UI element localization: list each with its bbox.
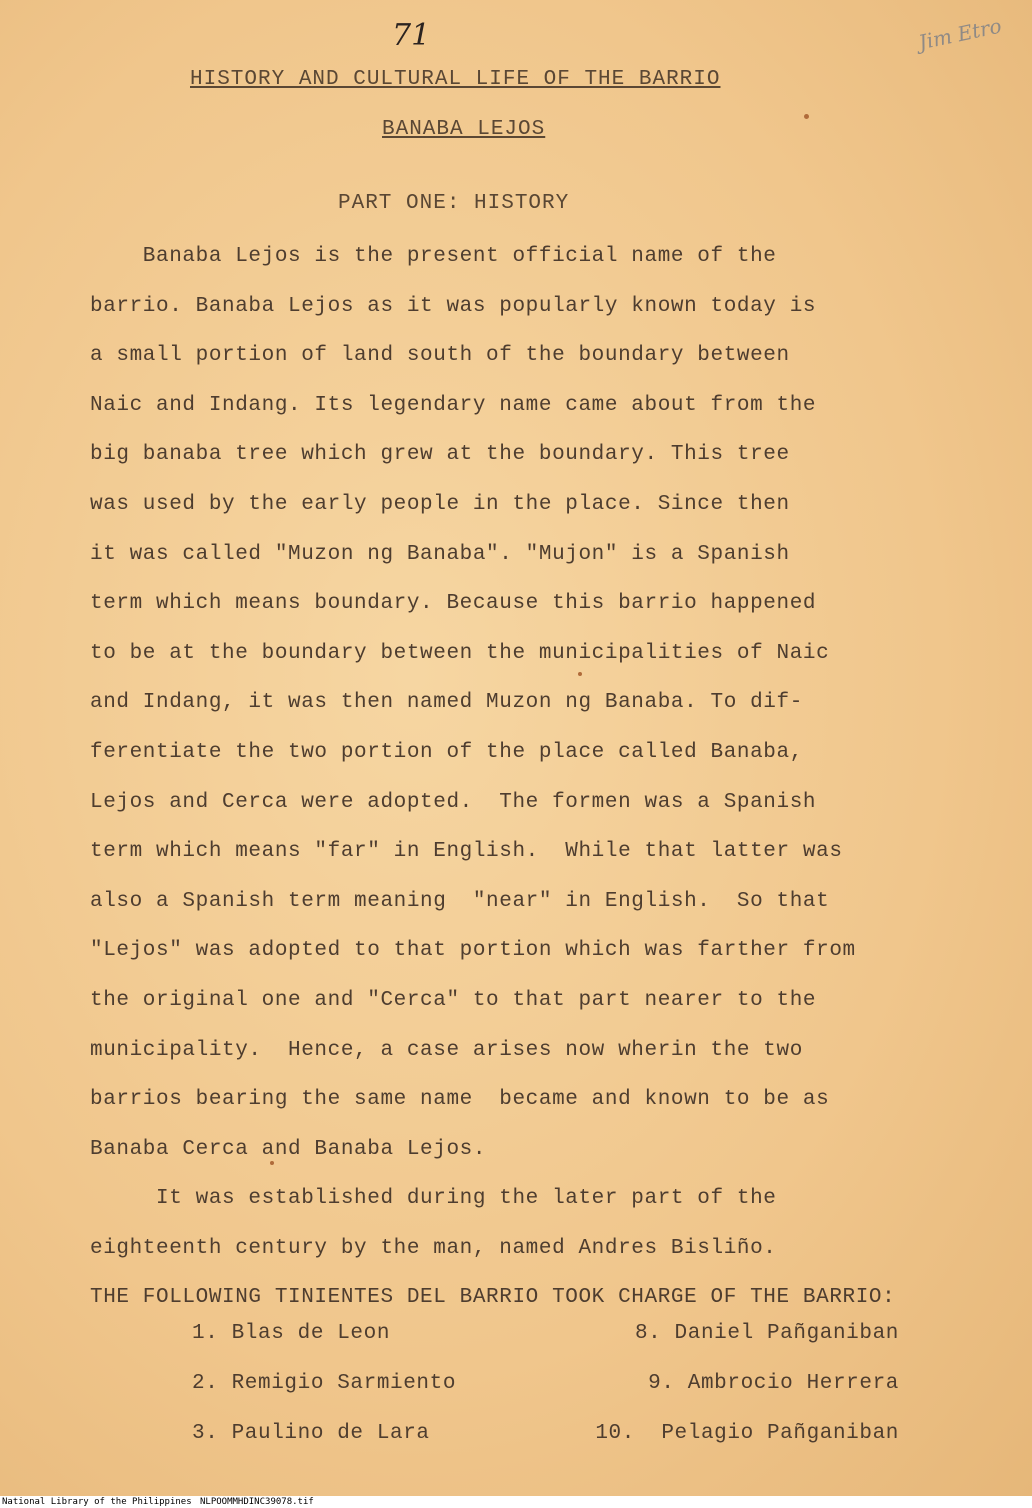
text-line: ferentiate the two portion of the place called Banaba, [90,740,803,764]
text-line: also a Spanish term meaning "near" in English. So that [90,889,830,913]
text-line: the original one and "Cerca" to that part nearer to the [90,988,817,1012]
handwritten-note: Jim Etro [916,13,1004,55]
part-heading: PART ONE: HISTORY [338,192,570,215]
text-line: was used by the early people in the place. Since then [90,492,790,516]
text-line: term which means boundary. Because this barrio happened [90,592,817,616]
document-title: HISTORY AND CULTURAL LIFE OF THE BARRIO [190,68,721,91]
text-line: and Indang, it was then named Muzon ng Banaba. To dif- [90,691,803,715]
text-line: Lejos and Cerca were adopted. The formen was a Spanish [90,790,817,814]
list-item: 10. Pelagio Pañganiban [595,1422,899,1445]
ink-speck [804,114,809,119]
ink-speck [270,1161,274,1165]
text-line: Banaba Cerca and Banaba Lejos. [90,1137,487,1161]
text-line: term which means "far" in English. While that latter was [90,840,843,864]
ink-speck [578,672,582,676]
tinientes-right-column [576,1322,899,1472]
list-heading: THE FOLLOWING TINIENTES DEL BARRIO TOOK CHARGE OF THE BARRIO: [90,1286,896,1310]
list-item: 9. Ambrocio Herrera [648,1372,899,1395]
text-line: Naic and Indang. Its legendary name came about from the [90,393,817,417]
text-line: municipality. Hence, a case arises now wherin the two [90,1038,803,1062]
text-line: It was established during the later part of the [90,1187,777,1211]
text-line: barrios bearing the same name became and known to be as [90,1088,830,1112]
footer-library: National Library of the Philippines [2,1497,192,1507]
list-item: 3. Paulino de Lara [192,1422,430,1445]
text-line: barrio. Banaba Lejos as it was popularly known today is [90,294,817,318]
text-line: a small portion of land south of the boundary between [90,344,790,368]
history-text [90,232,970,1323]
list-item: 2. Remigio Sarmiento [192,1372,457,1395]
text-line: to be at the boundary between the municipalities of Naic [90,641,830,665]
text-line: it was called "Muzon ng Banaba". "Mujon" is a Spanish [90,542,790,566]
text-line: Banaba Lejos is the present official name of the [90,245,777,268]
text-line: eighteenth century by the man, named Andres Bisliño. [90,1236,777,1260]
page-number: 71 [392,18,431,53]
text-line: big banaba tree which grew at the boundary. This tree [90,443,790,467]
scan-footer [0,1496,1032,1508]
list-item: 8. Daniel Pañganiban [634,1322,899,1345]
list-item: 1. Blas de Leon [192,1322,391,1345]
footer-filename: NLPOOMMHDINC39078.tif [200,1497,314,1507]
text-line: "Lejos" was adopted to that portion which was farther from [90,939,856,963]
document-subtitle: BANABA LEJOS [382,118,546,141]
tinientes-left-column [192,1322,456,1472]
